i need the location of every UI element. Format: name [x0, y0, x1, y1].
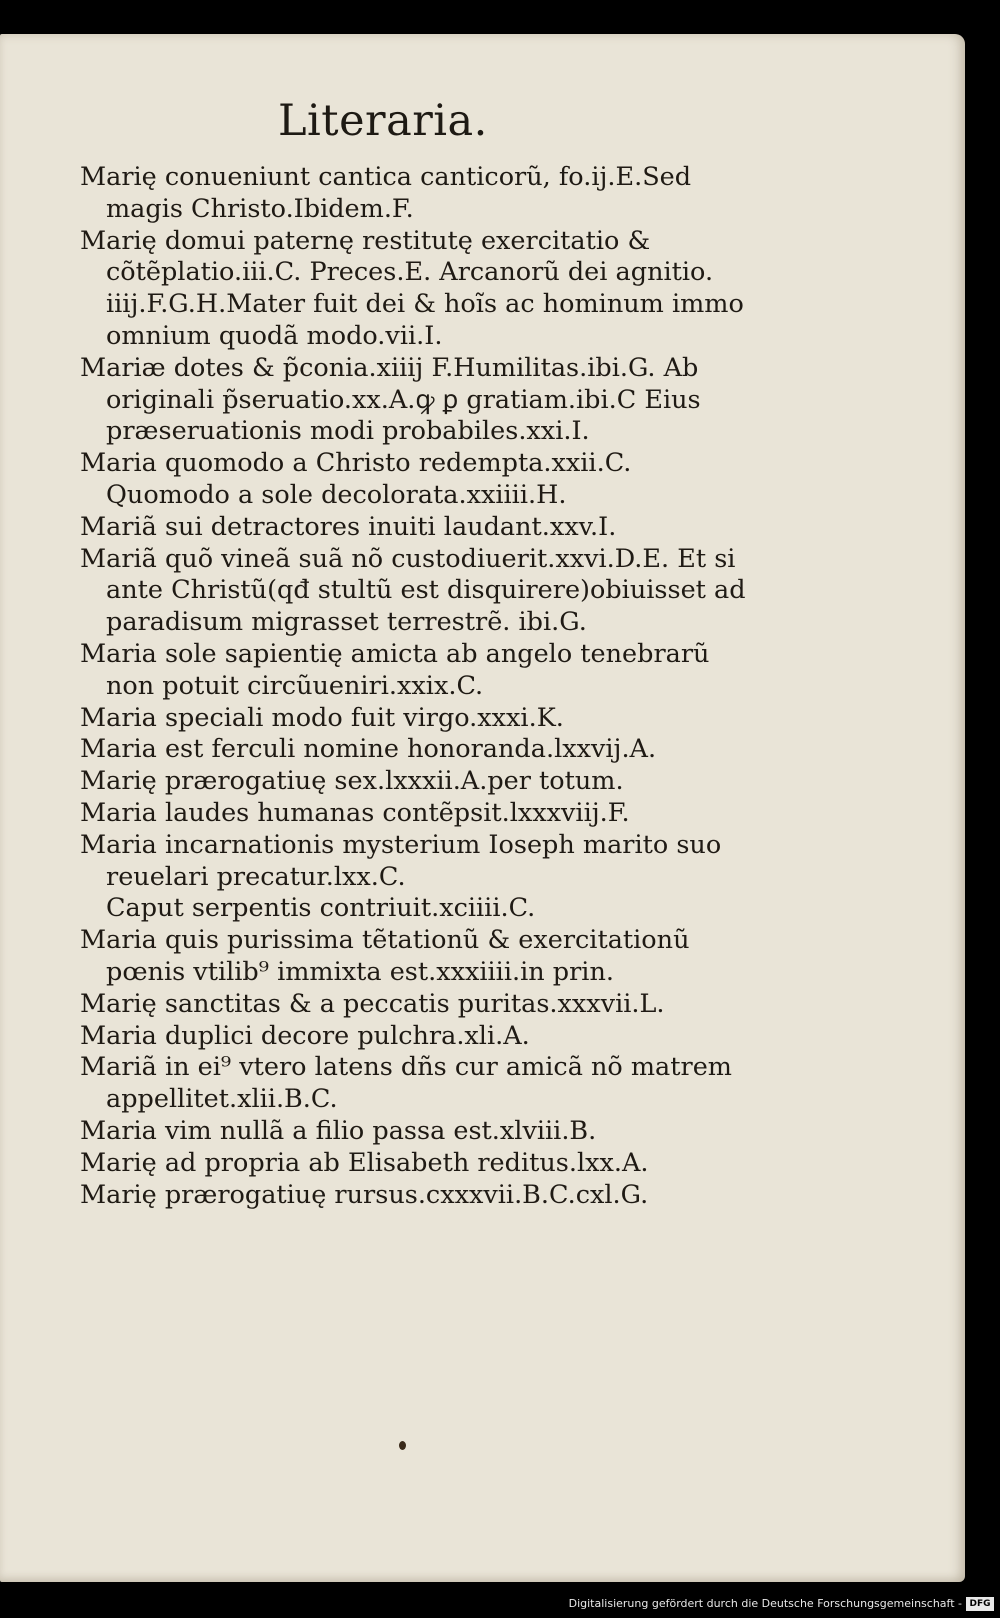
index-entry: Maria vim nullã a filio passa est.xlviii.B. — [80, 1115, 597, 1146]
index-entry: Maria quis purissima tẽtationũ & exercitationũ pœnis vtilib⁹ immixta est.xxxiiii.in prin. — [80, 925, 690, 987]
index-entry: Marię ad propria ab Elisabeth reditus.lxx.A. — [80, 1147, 649, 1178]
index-entry: Marię prærogatiuę rursus.cxxxvii.B.C.cxl.G. — [80, 1179, 649, 1210]
index-entry: Caput serpentis contriuit.xciiii.C. — [106, 893, 536, 924]
index-entry: Mariã quõ vineã suã nõ custodiuerit.xxvi.D.E. Et si ante Christũ(qđ stultũ est disquirere)obiuisset ad paradisum migrasset terrestrẽ. ibi.G. — [80, 543, 746, 638]
index-entry: Maria incarnationis mysterium Ioseph marito suo reuelari precatur.lxx.C. — [80, 829, 722, 892]
index-entry: Marię conueniunt cantica canticorũ, fo.ij.E.Sed magis Christo.Ibidem.F. — [80, 162, 692, 224]
index-entry: Maria duplici decore pulchra.xli.A. — [80, 1020, 530, 1051]
index-entry: Maria speciali modo fuit virgo.xxxi.K. — [80, 702, 564, 733]
funding-credit: Digitalisierung gefördert durch die Deutsche Forschungsgemeinschaft - — [568, 1597, 962, 1610]
index-entry: Marię sanctitas & a peccatis puritas.xxxvii.L. — [80, 988, 665, 1019]
index-entry: Mariã sui detractores inuiti laudant.xxv.I. — [80, 511, 617, 542]
book-page — [0, 34, 965, 1582]
index-entry: Marię prærogatiuę sex.lxxxii.A.per totum. — [80, 766, 624, 797]
dfg-logo-icon: DFG — [966, 1597, 994, 1611]
index-entry: Mariã in ei⁹ vtero latens dñs cur amicã nõ matrem appellitet.xlii.B.C. — [80, 1052, 732, 1115]
index-entry: Maria sole sapientię amicta ab angelo tenebrarũ non potuit circũueniri.xxix.C. — [80, 638, 710, 701]
index-entry: Marię domui paternę restitutę exercitatio & cõtẽplatio.iii.C. Preces.E. Arcanorũ dei agnitio. iiij.F.G.H.Mater fuit dei & hoĩs ac hominum immo omnium quodã modo.vii.I. — [80, 225, 744, 351]
index-entries — [80, 162, 750, 1211]
page-title: Literaria. — [278, 96, 488, 146]
index-entry: Maria laudes humanas contẽpsit.lxxxviij.F. — [80, 797, 630, 828]
index-entry: Maria est ferculi nomine honoranda.lxxvij.A. — [80, 734, 657, 765]
credit-bar — [0, 1582, 1000, 1618]
index-entry: Mariæ dotes & p̃conia.xiiij F.Humilitas.ibi.G. Ab originali p̃seruatio.xx.A.ꝙ ꝑ gratiam.ibi.C Eius præseruationis modi probabiles.xxi.I. — [80, 352, 701, 447]
index-entry: Maria quomodo a Christo redempta.xxii.C. Quomodo a sole decolorata.xxiiii.H. — [80, 448, 632, 510]
ornament-dot — [399, 1441, 406, 1450]
